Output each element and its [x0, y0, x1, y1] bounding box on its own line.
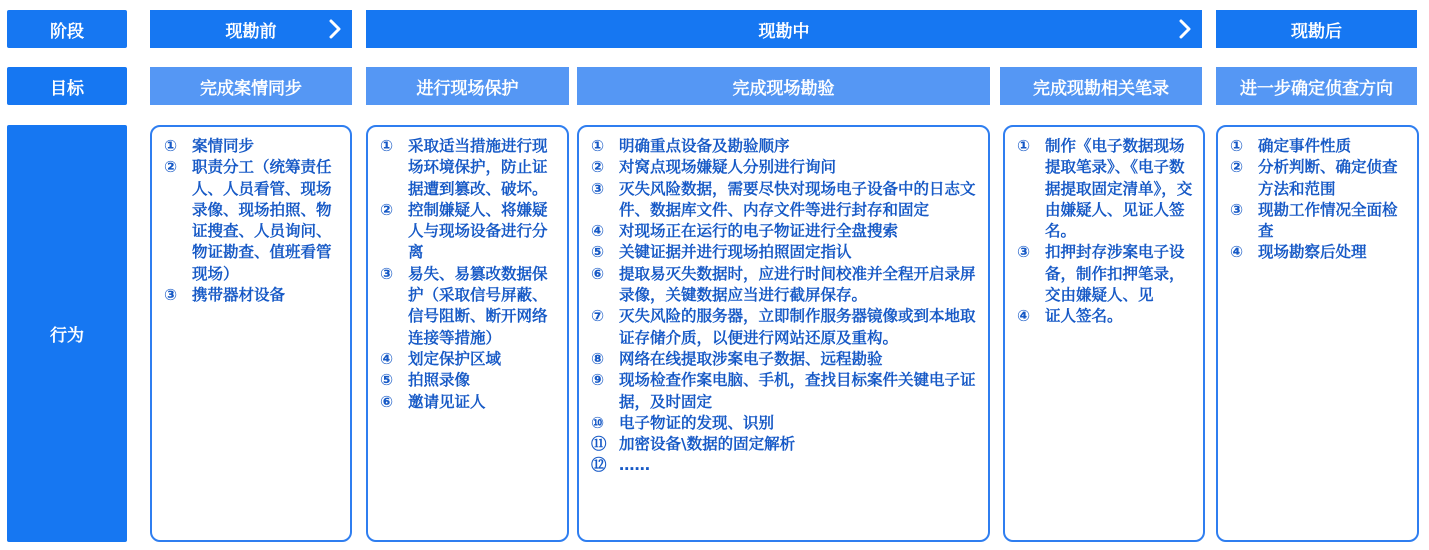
- list-item: [380, 349, 561, 370]
- goal-records: 完成现勘相关笔录: [1000, 67, 1202, 105]
- item-text: 确定事件性质: [1258, 137, 1352, 155]
- item-number: ②: [1230, 158, 1244, 177]
- stage-post-label: 现勘后: [1291, 21, 1342, 42]
- item-number: ②: [380, 200, 394, 219]
- list-item: [591, 413, 982, 434]
- goal-investigation-direction: 进一步确定侦查方向: [1216, 67, 1417, 105]
- item-text: 案情同步: [192, 137, 255, 155]
- row-label-goal: 目标: [7, 67, 127, 105]
- item-number: ⑥: [380, 392, 394, 411]
- list-item: [1230, 157, 1411, 200]
- item-text: 现场勘察后处理: [1258, 243, 1367, 262]
- list-item: [380, 264, 561, 349]
- item-text: 分析判断、确定侦查方法和范围: [1258, 158, 1398, 198]
- item-text: 邀请见证人: [408, 392, 486, 411]
- item-number: ①: [380, 137, 394, 155]
- goal-scene-inspection: 完成现场勘验: [577, 67, 990, 105]
- item-text: 现勘工作情况全面检查: [1258, 200, 1398, 241]
- item-number: ③: [164, 286, 178, 305]
- list-item: [1017, 242, 1197, 306]
- item-number: ②: [591, 158, 605, 177]
- action-list-inspection: [591, 136, 982, 477]
- item-number: ①: [164, 137, 178, 155]
- item-number: ③: [591, 179, 605, 198]
- list-item: [1230, 200, 1411, 243]
- stage-pre: [150, 10, 352, 48]
- item-number: ⑫: [591, 456, 607, 475]
- action-list-records: [1017, 136, 1197, 328]
- list-item: [591, 157, 982, 178]
- list-item: [1230, 136, 1411, 157]
- list-item: [164, 157, 344, 285]
- row-label-stage: 阶段: [7, 10, 127, 48]
- list-item: [164, 136, 344, 157]
- item-text: 证人签名。: [1045, 307, 1123, 326]
- list-item: [380, 200, 561, 264]
- item-text: 划定保护区域: [408, 349, 502, 368]
- item-number: ②: [164, 158, 178, 177]
- item-number: ⑦: [591, 307, 605, 326]
- item-text: ……: [619, 456, 650, 475]
- item-text: 网络在线提取涉案电子数据、远程勘验: [619, 349, 883, 368]
- item-number: ③: [1230, 200, 1244, 219]
- stage-during: [366, 10, 1202, 48]
- list-item: [591, 434, 982, 455]
- action-list-protection: [380, 136, 561, 413]
- item-text: 现场检查作案电脑、手机，查找目标案件关键电子证据，及时固定: [619, 371, 976, 411]
- list-item: [1230, 242, 1411, 263]
- item-number: ③: [1017, 243, 1031, 262]
- item-number: ①: [591, 137, 605, 155]
- stage-pre-label: 现勘前: [225, 21, 277, 42]
- list-item: [380, 392, 561, 413]
- item-text: 明确重点设备及勘验顺序: [619, 137, 790, 155]
- item-number: ⑤: [591, 243, 605, 262]
- item-text: 制作《电子数据现场提取笔录》、《电子数据提取固定清单》，交由嫌疑人、见证人签名。: [1045, 137, 1193, 241]
- item-text: 易失、易篡改数据保护（采取信号屏蔽、信号阻断、断开网络连接等措施）: [408, 264, 548, 347]
- item-number: ⑨: [591, 371, 605, 390]
- list-item: [164, 285, 344, 306]
- chevron-right-icon: [1178, 19, 1192, 39]
- action-list-post: [1230, 136, 1411, 264]
- item-text: 灭失风险的服务器，立即制作服务器镜像或到本地取证存储介质，以便进行网站还原及重构。: [619, 307, 976, 347]
- item-number: ④: [591, 222, 605, 241]
- list-item: [591, 221, 982, 242]
- item-text: 对现场正在运行的电子物证进行全盘搜索: [619, 222, 899, 241]
- item-text: 关键证据并进行现场拍照固定指认: [619, 243, 852, 262]
- item-text: 灭失风险数据，需要尽快对现场电子设备中的日志文件、数据库文件、内存文件等进行封存和固定: [619, 179, 976, 219]
- item-number: ④: [380, 349, 394, 368]
- item-text: 扣押封存涉案电子设备，制作扣押笔录，交由嫌疑人、见: [1045, 243, 1185, 305]
- list-item: [591, 179, 982, 222]
- item-number: ①: [1230, 137, 1244, 155]
- item-number: ①: [1017, 137, 1031, 155]
- item-text: 对窝点现场嫌疑人分别进行询问: [619, 158, 837, 177]
- list-item: [591, 349, 982, 370]
- item-number: ④: [1017, 307, 1031, 326]
- item-text: 加密设备\数据的固定解析: [619, 435, 796, 454]
- item-number: ⑥: [591, 264, 605, 283]
- item-number: ⑩: [591, 413, 605, 432]
- action-list-pre: [164, 136, 344, 306]
- list-item: [380, 370, 561, 391]
- goal-case-sync: 完成案情同步: [150, 67, 352, 105]
- item-number: ⑤: [380, 371, 394, 390]
- list-item: [591, 264, 982, 307]
- item-number: ⑪: [591, 435, 607, 454]
- item-text: 提取易灭失数据时，应进行时间校准并全程开启录屏录像，关键数据应当进行截屏保存。: [619, 264, 976, 305]
- item-text: 拍照录像: [408, 371, 471, 390]
- item-number: ⑧: [591, 349, 605, 368]
- list-item: [591, 136, 982, 157]
- chevron-right-icon: [328, 19, 342, 39]
- action-box-records: [1003, 125, 1205, 542]
- stage-post: [1216, 10, 1417, 48]
- item-text: 职责分工（统筹责任人、人员看管、现场录像、现场拍照、物证搜查、人员询问、物证勘查、值班看管现场）: [192, 158, 332, 283]
- item-text: 携带器材设备: [192, 286, 286, 305]
- list-item: [591, 242, 982, 263]
- item-text: 电子物证的发现、识别: [619, 413, 775, 432]
- action-box-post: [1216, 125, 1419, 542]
- stage-during-label: 现勘中: [758, 21, 810, 42]
- item-number: ④: [1230, 243, 1244, 262]
- list-item: [591, 455, 982, 476]
- list-item: [591, 370, 982, 413]
- list-item: [380, 136, 561, 200]
- list-item: [591, 306, 982, 349]
- action-box-pre: [150, 125, 352, 542]
- item-text: 采取适当措施进行现场环境保护，防止证据遭到篡改、破坏。: [408, 137, 548, 198]
- action-box-protection: [366, 125, 569, 542]
- row-label-action: 行为: [7, 125, 127, 542]
- item-number: ③: [380, 264, 394, 283]
- list-item: [1017, 306, 1197, 327]
- item-text: 控制嫌疑人、将嫌疑人与现场设备进行分离: [408, 200, 548, 262]
- goal-scene-protection: 进行现场保护: [366, 67, 569, 105]
- list-item: [1017, 136, 1197, 242]
- action-box-inspection: [577, 125, 990, 542]
